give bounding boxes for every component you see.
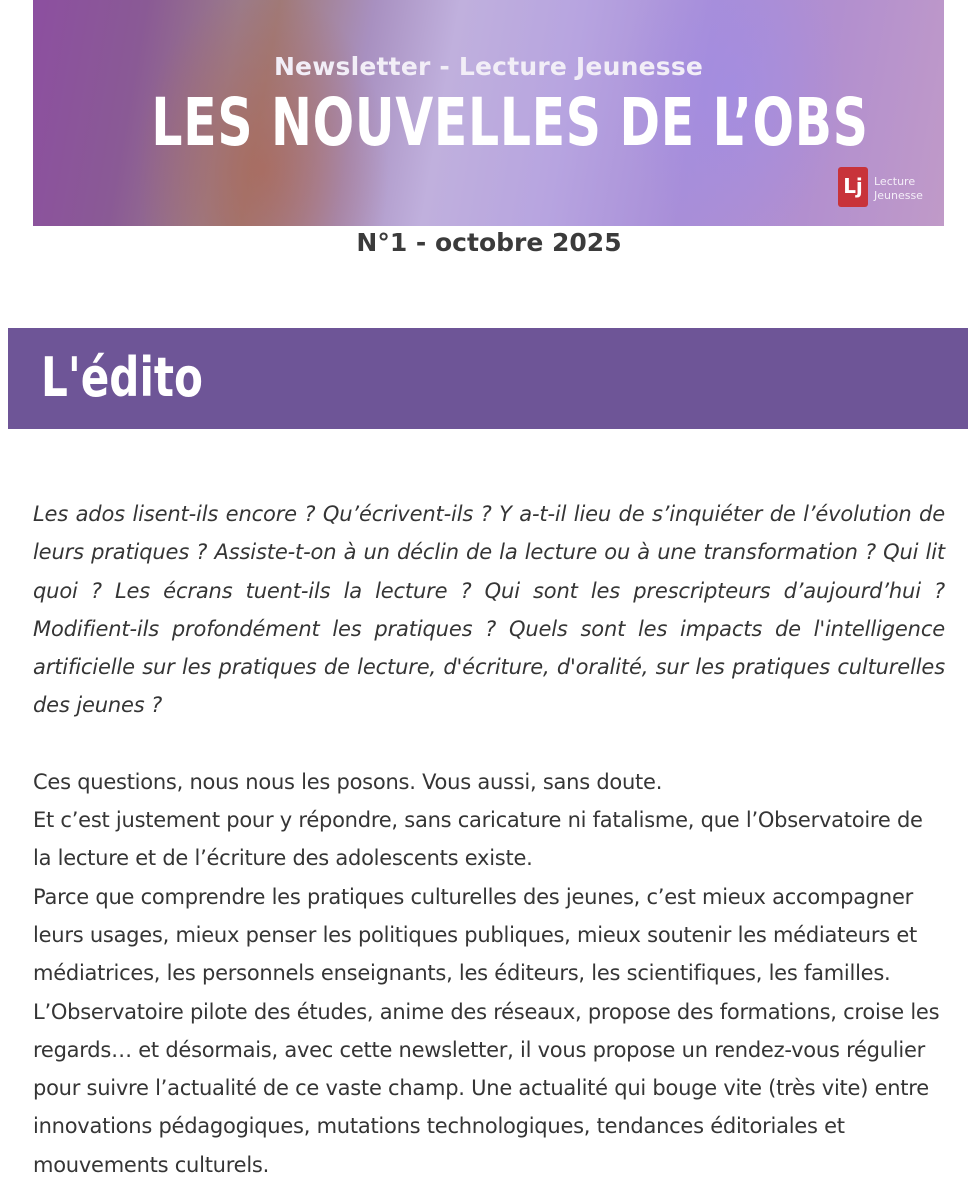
edito-paragraph: Ces questions, nous nous les posons. Vous aussi, sans doute. [33, 769, 663, 794]
edito-paragraph: Parce que comprendre les pratiques culturelles des jeunes, c’est mieux accompagner leurs usages, mieux penser les politiques publiques, mieux soutenir les médiateurs et médiatrices, les personnels enseignants, les éditeurs, les scientifiques, les familles. [33, 884, 918, 986]
edito-content [33, 495, 945, 1184]
logo-mark: Lj [838, 167, 868, 207]
newsletter-banner [33, 0, 944, 226]
issue-label: N°1 - octobre 2025 [356, 228, 622, 257]
banner-subtitle: Newsletter - Lecture Jeunesse [273, 52, 704, 81]
paragraph-spacer [33, 725, 945, 763]
banner-title: LES NOUVELLES DE L’OBS [151, 84, 869, 161]
logo-line-2: Jeunesse [874, 189, 923, 202]
edito-intro: Les ados lisent-ils encore ? Qu’écrivent-ils ? Y a-t-il lieu de s’inquiéter de l’évolution de leurs pratiques ? Assiste-t-on à un déclin de la lecture ou à une transformation ? Qui lit quoi ? Les écrans tuent-ils la lecture ? Qui sont les prescripteurs d’aujourd’hui ? Modifient-ils profondément les pratiques ? Quels sont les impacts de l'intelligence artificielle sur les pratiques de lecture, d'écriture, d'oralité, sur les pratiques culturelles des jeunes ? [33, 502, 945, 718]
logo-text [874, 175, 923, 203]
section-title: L'édito [41, 346, 203, 409]
lecture-jeunesse-logo[interactable] [838, 165, 938, 210]
edito-paragraph: L’Observatoire pilote des études, anime des réseaux, propose des formations, croise les regards… et désormais, avec cette newsletter, il vous propose un rendez-vous régulier pour suivre l’actualité de ce vaste champ. Une actualité qui bouge vite (très vite) entre innovations pédagogiques, mutations technologiques, tendances éditoriales et mouvements culturels. [33, 999, 940, 1177]
section-header-bar [8, 328, 968, 429]
edito-paragraph: Et c’est justement pour y répondre, sans caricature ni fatalisme, que l’Observatoire de la lecture et de l’écriture des adolescents existe. [33, 808, 923, 871]
logo-line-1: Lecture [874, 175, 916, 188]
